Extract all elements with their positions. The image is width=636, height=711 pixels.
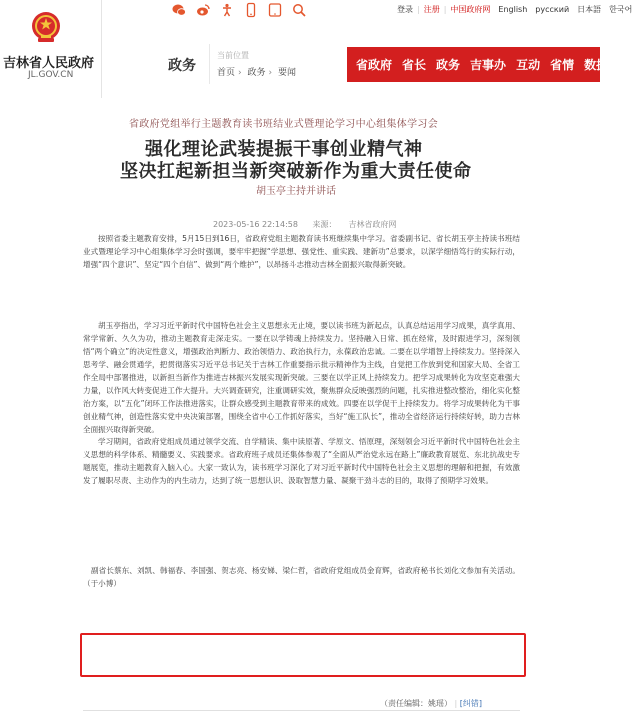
nav-item-provincial-government[interactable]: 省政府 <box>356 58 393 72</box>
register-link[interactable]: 注册 <box>423 5 440 14</box>
gov-cn-link[interactable]: 中国政府网 <box>450 5 491 14</box>
main-nav <box>347 47 609 82</box>
russian-link[interactable]: русский <box>535 5 570 14</box>
article-meta <box>213 219 421 230</box>
article-title-line2: 坚决扛起新担当新突破新作为重大责任使命 <box>120 161 472 182</box>
article-paragraph: 胡玉亭指出，学习习近平新时代中国特色社会主义思想永无止境，要以读书班为新起点，认真总结运用学习成果，真学真用、常学常新、久久为功，推动主题教育走深走实。一要在以学铸魂上持续发力。坚持融入日常、抓在经常，及时跟进学习，深刻领悟“两个确立”的决定性意义，增强政治判断力、政治领悟力、政治执行力，永葆政治忠诚。二要在以学增智上持续发力。坚持深入思考学、融会贯通学，把贯彻落实习近平总书记关于吉林工作重要指示批示精神作为主线，自觉把工作放到党和国家大局、全省工作全局中部署推进，以新担当新作为推进吉林振兴发展实现新突破。三要在以学正风上持续发力。把学习成果转化为攻坚克难强大力量，以作风大转变促进工作大提升。大兴调查研究，注重调研实效，聚焦群众反映强烈的问题，扎实推进整改整治，细化实化整治方案，以“五化”闭环工作法推进落实，让群众感受到主题教育带来的成效。四要在以学促干上持续发力。将学习成果转化为干事创业精气神，创造性落实党中央决策部署，围绕全省中心工作抓好落实，当好“施工队长”，推动全省经济运行持续好转，助力吉林全面振兴取得新突破。 <box>83 321 520 434</box>
article-title-line1: 强化理论武装提振干事创业精气神 <box>145 139 423 160</box>
social-icons <box>172 2 306 18</box>
weixin-icon[interactable] <box>172 3 186 17</box>
nav-item-governor[interactable]: 省长 <box>402 58 427 72</box>
article-subtitle: 胡玉亭主持并讲话 <box>256 186 336 197</box>
location-label: 当前位置 <box>217 51 249 60</box>
column-label: 政务 <box>168 58 196 74</box>
breadcrumb-affairs[interactable]: 政务 <box>247 68 266 78</box>
highlight-box <box>80 633 526 677</box>
header-divider <box>101 0 102 98</box>
source-label: 来源： <box>312 220 337 229</box>
editor-line: （责任编辑：姚瑶） | [纠错] <box>380 699 483 708</box>
publish-datetime: 2023-05-16 22:14:58 <box>213 220 298 229</box>
source-name: 吉林省政府网 <box>348 220 397 229</box>
tablet-icon[interactable] <box>268 3 282 17</box>
location-divider <box>209 44 210 84</box>
site-header <box>0 0 633 98</box>
mobile-icon[interactable] <box>244 3 258 17</box>
top-links: 登录 | 注册 | 中国政府网 English русский 日本語 한국어 <box>393 4 636 15</box>
breadcrumb-news[interactable]: 要闻 <box>278 68 297 78</box>
weibo-icon[interactable] <box>196 3 210 17</box>
site-domain: JL.GOV.CN <box>28 70 74 80</box>
article-source <box>313 220 409 229</box>
nav-item-province-info[interactable]: 省情 <box>550 58 575 72</box>
search-icon[interactable] <box>292 3 306 17</box>
english-link[interactable]: English <box>498 5 528 14</box>
accessibility-icon[interactable] <box>220 3 234 17</box>
nav-item-interaction[interactable]: 互动 <box>516 58 541 72</box>
japanese-link[interactable]: 日本語 <box>577 5 602 14</box>
breadcrumb: 首页 › 政务 › 要闻 <box>217 68 297 78</box>
article-paragraph: 按照省委主题教育安排，5月15日到16日，省政府党组主题教育读书班继续集中学习。省委副书记、省长胡玉亭主持读书班结业式暨理论学习中心组集体学习会时强调，要牢牢把握“学思想、强党性、重实践、建新功”总要求，以深学细悟笃行的实际行动，增强“四个意识”、坚定“四个自信”、做到“两个维护”，以昂扬斗志推动吉林全面振兴取得新突破。 <box>83 234 520 269</box>
nav-item-affairs[interactable]: 政务 <box>436 58 461 72</box>
responsible-editor: （责任编辑：姚瑶） <box>380 699 452 708</box>
site-name[interactable]: 吉林省人民政府 <box>3 56 95 71</box>
nav-item-jishiban[interactable]: 吉事办 <box>470 58 507 72</box>
korean-link[interactable]: 한국어 <box>609 5 633 14</box>
article-paragraph-highlighted: 副省长蔡东、刘凯、韩福春、李国强、贺志亮、杨安娣、梁仁哲，省政府党组成员金育辉，省政府秘书长刘化文参加有关活动。（于小博） <box>83 566 520 588</box>
breadcrumb-home[interactable]: 首页 <box>217 68 236 78</box>
nav-item-data[interactable]: 数据 <box>584 58 609 72</box>
article-paragraph: 学习期间，省政府党组成员通过领学交流、自学精读、集中读原著、学原文、悟原理，深刻领会习近平新时代中国特色社会主义思想的科学体系、精髓要义、实践要求。省政府班子成员还集体参观了“全面从严治党永远在路上”廉政教育展览、东北抗战史专题展览，推动主题教育入脑入心。大家一致认为，读书班学习深化了对习近平新时代中国特色社会主义思想的理解和把握，有效激发了履职尽责、主动作为的内生动力，达到了统一思想认识、汲取智慧力量、凝聚干劲斗志的目的，取得了预期学习效果。 <box>83 437 520 485</box>
login-link[interactable]: 登录 <box>397 5 413 14</box>
national-emblem-icon[interactable] <box>28 10 64 46</box>
article-kicker: 省政府党组举行主题教育读书班结业式暨理论学习中心组集体学习会 <box>129 119 438 130</box>
error-report-link[interactable]: [纠错] <box>459 699 483 708</box>
